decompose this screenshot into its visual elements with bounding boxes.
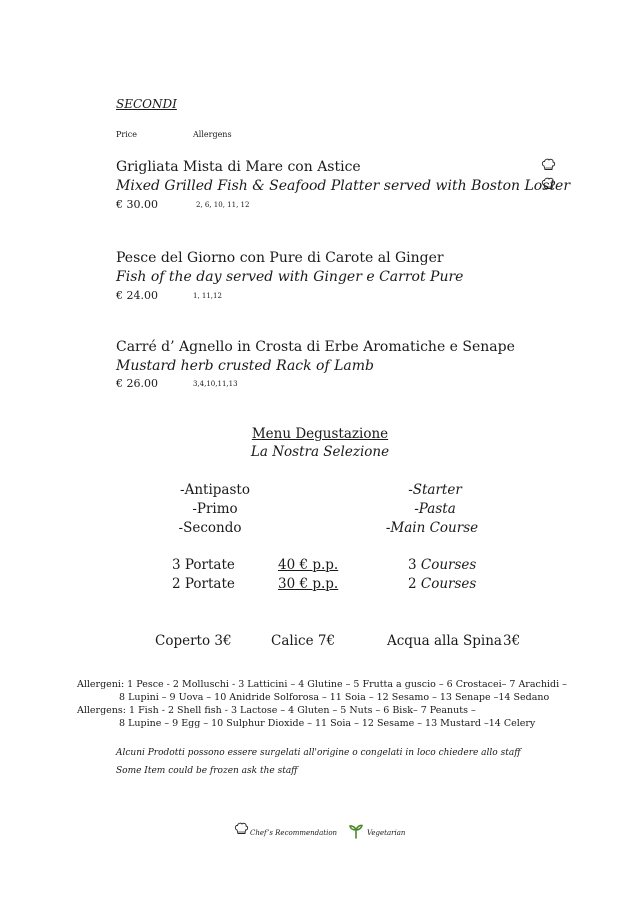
- section-title: SECONDI: [116, 97, 177, 111]
- dish-3-name-it: Carré d’ Agnello in Crosta di Erbe Aromatiche e Senape: [116, 339, 515, 355]
- acqua: Acqua alla Spina: [387, 633, 502, 649]
- dish-2-name-it: Pesce del Giorno con Pure di Carote al Ginger: [116, 250, 444, 266]
- option-1-en-num: 3: [408, 557, 417, 573]
- chef-hat-icon: [541, 176, 556, 191]
- course-en-3: -Main Course: [385, 520, 479, 536]
- course-en-2: -Pasta: [414, 501, 456, 517]
- allergens-en-line-1: Allergens: 1 Fish - 2 Shell fish - 3 Lactose – 4 Gluten – 5 Nuts – 6 Bisk– 7 Peanuts –: [77, 705, 476, 716]
- dish-2-price: € 24.00: [116, 289, 158, 302]
- dish-2-allergens: 1, 11,12: [193, 292, 222, 300]
- coperto: Coperto 3€: [155, 633, 232, 649]
- course-en-1: -Starter: [408, 482, 462, 498]
- legend-vegetarian: Vegetarian: [367, 829, 406, 837]
- frozen-note-it: Alcuni Prodotti possono essere surgelati all'origine o congelati in loco chiedere allo staff: [116, 748, 521, 758]
- frozen-note-en: Some Item could be frozen ask the staff: [116, 766, 298, 776]
- option-1-price: 40 € p.p.: [278, 557, 339, 573]
- price-column-label: Price: [116, 130, 137, 139]
- option-2-it: 2 Portate: [172, 576, 235, 592]
- dish-1-price: € 30.00: [116, 198, 158, 211]
- option-2-en-word: Courses: [420, 576, 477, 592]
- allergens-en-line-2: 8 Lupine – 9 Egg – 10 Sulphur Dioxide – 11 Soia – 12 Sesame – 13 Mustard –14 Celery: [119, 718, 536, 729]
- dish-3-price: € 26.00: [116, 377, 158, 390]
- dish-1-allergens: 2, 6, 10, 11, 12: [196, 201, 250, 209]
- dish-3-allergens: 3,4,10,11,13: [193, 380, 238, 388]
- vegetarian-icon: [349, 823, 363, 839]
- calice: Calice 7€: [271, 633, 336, 649]
- allergens-it-line-2: 8 Lupini – 9 Uova – 10 Anidride Solforosa – 11 Soia – 12 Sesamo – 13 Senape –14 Sedano: [119, 692, 550, 703]
- course-it-3: -Secondo: [178, 520, 242, 536]
- chef-hat-icon: [234, 821, 249, 836]
- option-1-en-word: Courses: [420, 557, 477, 573]
- option-2-en-num: 2: [408, 576, 417, 592]
- tasting-title: Menu Degustazione: [251, 426, 389, 442]
- dish-2-name-en: Fish of the day served with Ginger e Carrot Pure: [116, 269, 464, 285]
- option-2-en: [408, 576, 476, 592]
- dish-1-name-it: Grigliata Mista di Mare con Astice: [116, 159, 361, 175]
- tasting-subtitle: La Nostra Selezione: [250, 444, 390, 460]
- option-1-it: 3 Portate: [172, 557, 235, 573]
- legend-chef: Chef’s Recommendation: [250, 829, 338, 837]
- dish-3-name-en: Mustard herb crusted Rack of Lamb: [116, 358, 375, 374]
- option-2-price: 30 € p.p.: [278, 576, 339, 592]
- allergens-column-label: Allergens: [193, 130, 232, 139]
- allergens-it-line-1: Allergeni: 1 Pesce - 2 Molluschi - 3 Latticini – 4 Glutine – 5 Frutta a guscio – 6 Crostacei– 7 Arachidi –: [77, 679, 567, 690]
- course-it-2: -Primo: [192, 501, 238, 517]
- chef-hat-icon: [541, 157, 556, 172]
- course-it-1: -Antipasto: [180, 482, 250, 498]
- dish-1-name-en: Mixed Grilled Fish & Seafood Platter served with Boston Loster: [116, 178, 571, 194]
- acqua-price: 3€: [503, 633, 521, 649]
- option-1-en: [408, 557, 476, 573]
